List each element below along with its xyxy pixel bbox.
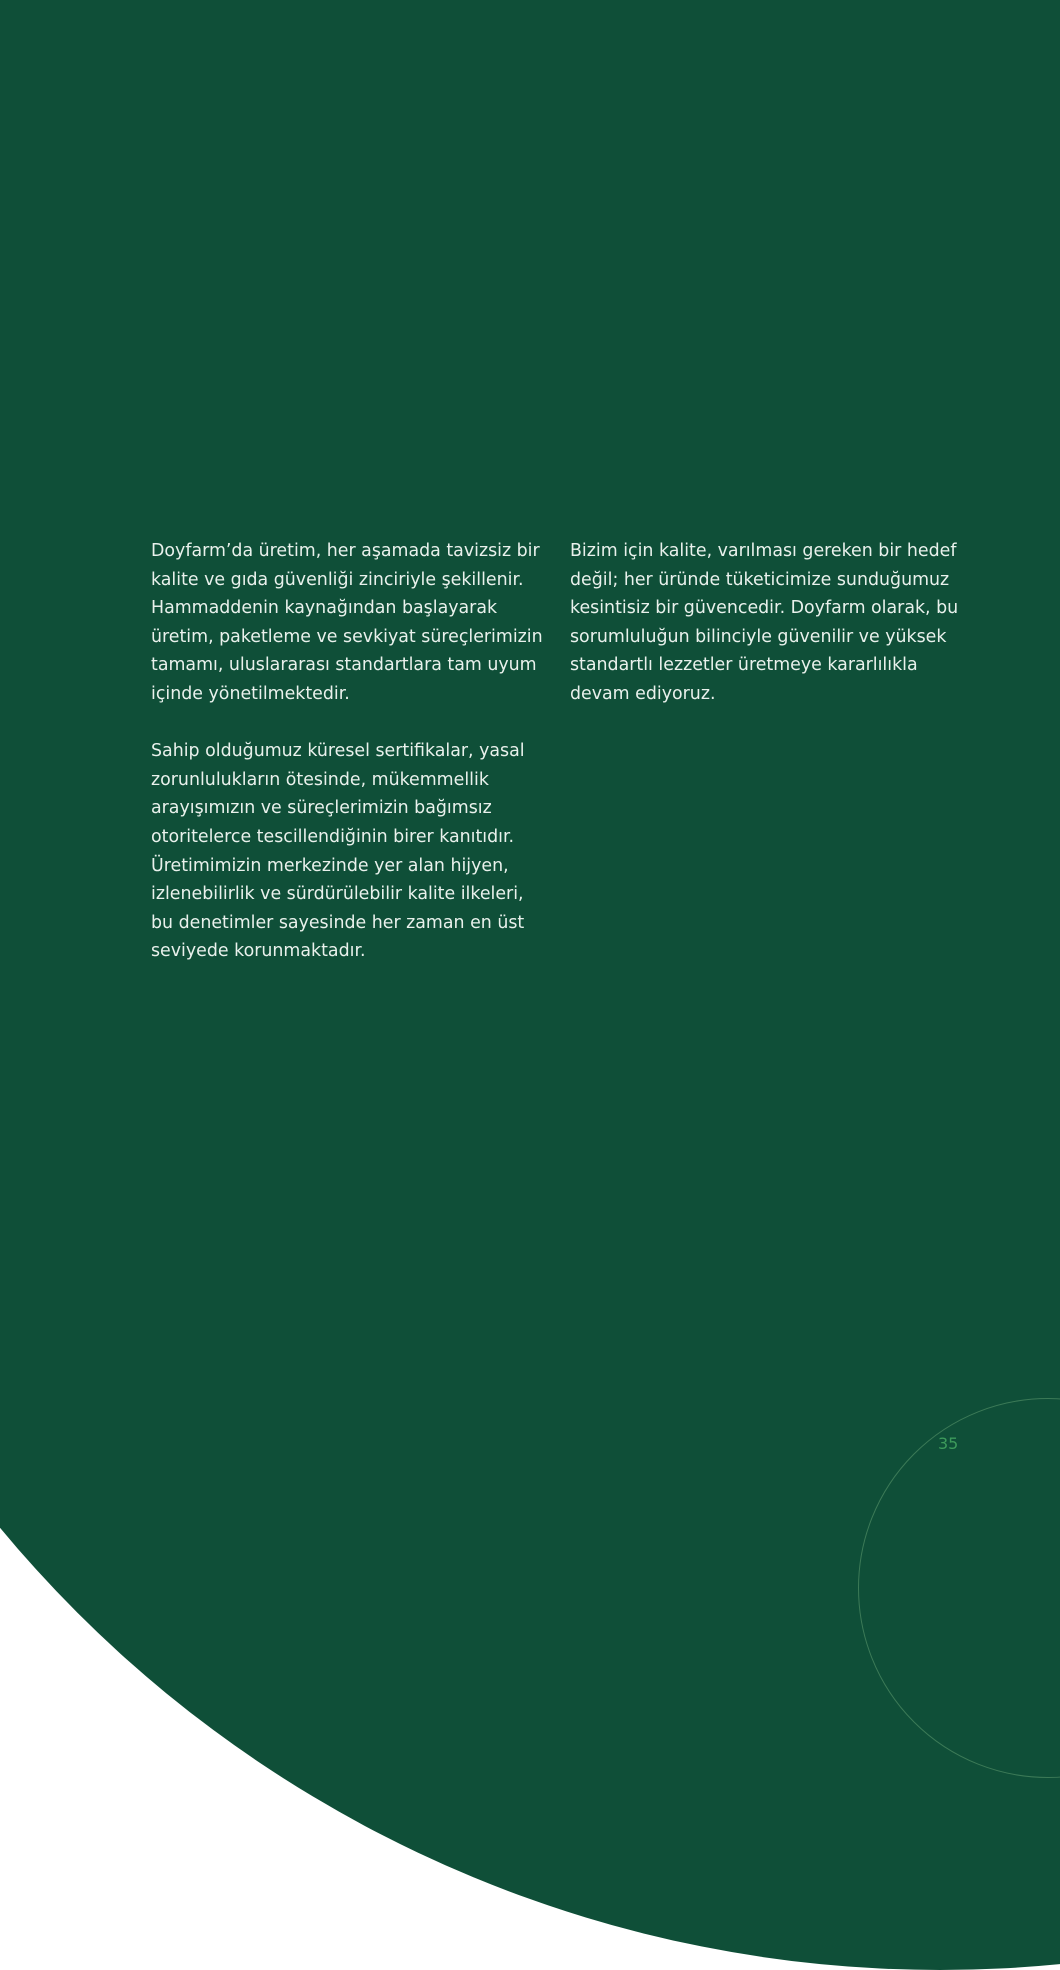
page-number: 35 — [938, 1434, 959, 1453]
right-paragraph-1: Bizim için kalite, varılması gereken bir hedef değil; her üründe tüketicimize sunduğumuz kesintisiz bir güvencedir. Doyfarm olarak, bu sorumluluğun bilinciyle güvenilir ve yüksek standartlı lezzetler üretmeye kararlılıkla devam ediyoruz. — [570, 541, 959, 704]
right-text-column — [570, 537, 966, 709]
left-text-column — [151, 537, 547, 966]
left-paragraph-1: Doyfarm’da üretim, her aşamada tavizsiz bir kalite ve gıda güvenliği zinciriyle şekillenir. Hammaddenin kaynağından başlayarak üretim, paketleme ve sevkiyat süreçlerimizin tamamı, uluslararası standartlara tam uyum içinde yönetilmektedir. — [151, 541, 543, 704]
left-paragraph-2: Sahip olduğumuz küresel sertifikalar, yasal zorunlulukların ötesinde, mükemmellik arayışımızın ve süreçlerimizin bağımsız otoritelerce tescillendiğinin birer kanıtıdır. Üretimimizin merkezinde yer alan hijyen, izlenebilirlik ve sürdürülebilir kalite ilkeleri, bu denetimler sayesinde her zaman en üst seviyede korunmaktadır. — [151, 741, 525, 962]
